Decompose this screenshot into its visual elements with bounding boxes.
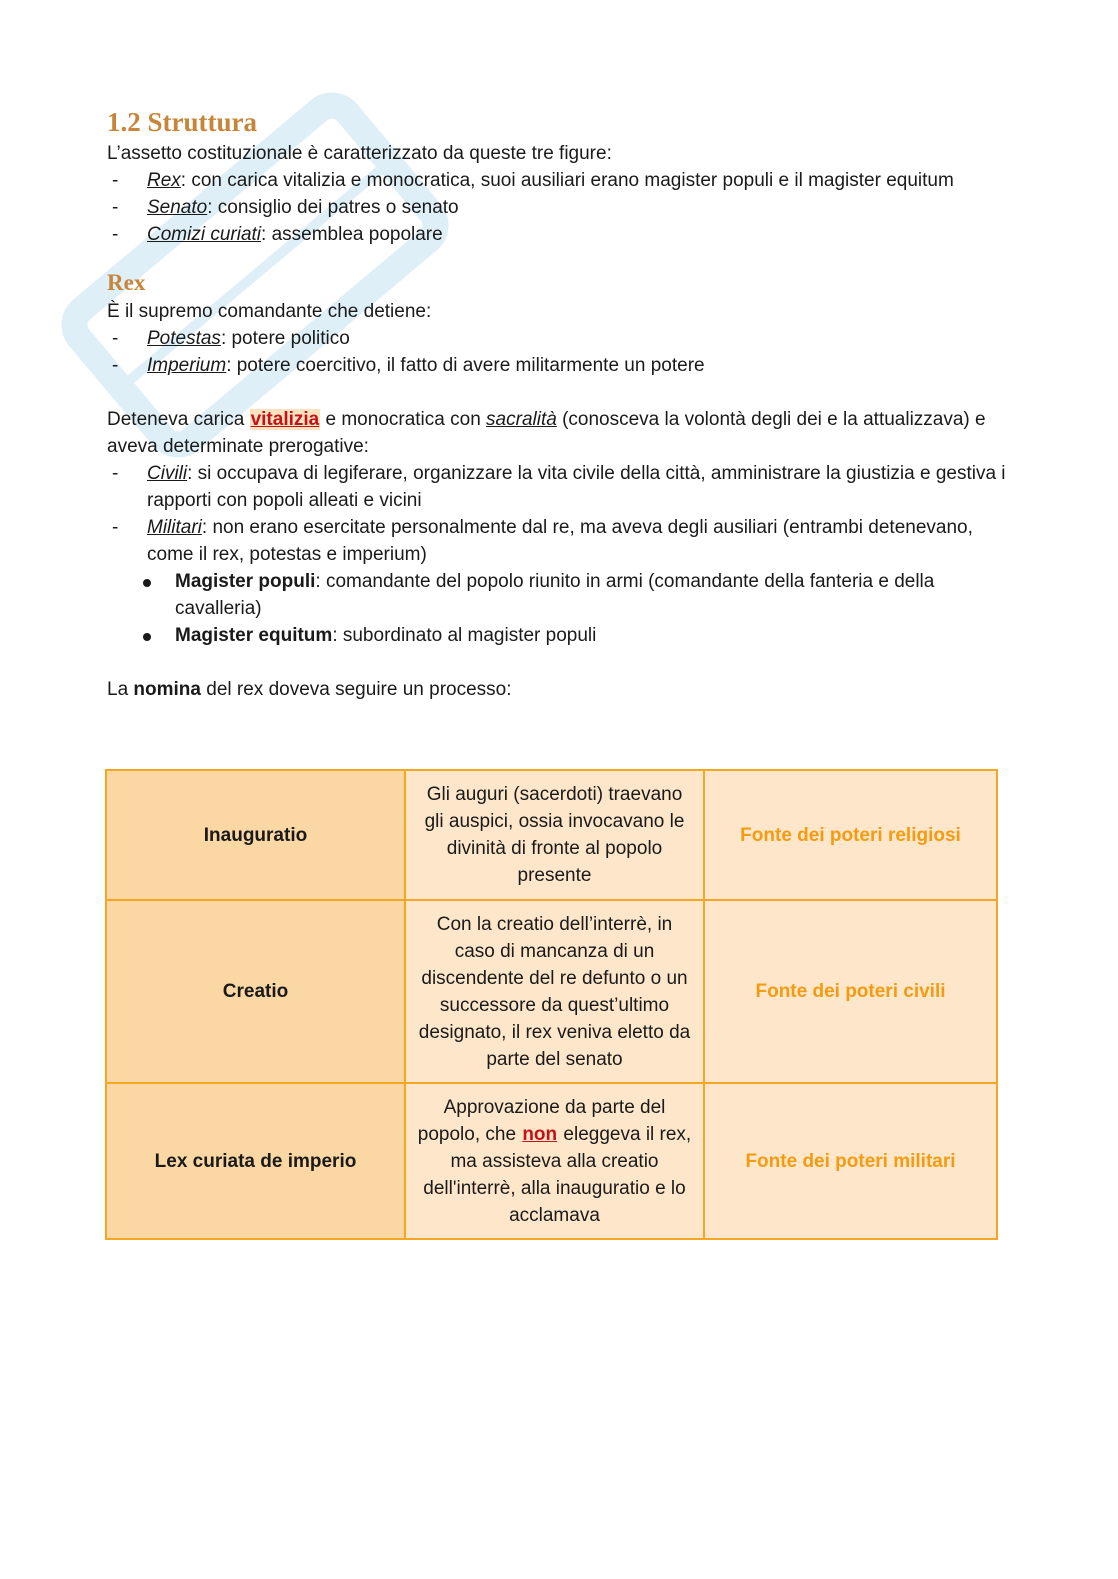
- item-text: : subordinato al magister populi: [332, 625, 597, 646]
- list-item: [107, 325, 1012, 352]
- item-text: : non erano esercitate personalmente dal re, ma aveva degli ausiliari (entrambi detenevano, come il rex, potestas e imperium): [147, 517, 973, 565]
- prerogatives-list: [107, 460, 1012, 568]
- nomina-bold: nomina: [133, 679, 201, 700]
- term-bold: Magister equitum: [175, 625, 333, 646]
- step-cell: Creatio: [106, 900, 405, 1083]
- source-cell: Fonte dei poteri civili: [704, 900, 997, 1083]
- item-text: : si occupava di legiferare, organizzare la vita civile della città, amministrare la giustizia e gestiva i rapporti con popoli alleati e vicini: [147, 463, 1006, 511]
- auxiliaries-list: [107, 568, 1012, 649]
- term: Comizi curiati: [147, 224, 262, 245]
- item-text: : potere politico: [220, 328, 350, 349]
- highlight-non: non: [522, 1123, 558, 1145]
- item-text: : assemblea popolare: [261, 224, 443, 245]
- process-table: [105, 769, 998, 1240]
- list-item: [107, 622, 1012, 649]
- document-body: [107, 104, 1012, 703]
- term: Rex: [147, 170, 181, 191]
- term: Senato: [147, 197, 208, 218]
- text-run: La: [107, 679, 134, 700]
- list-item: [107, 194, 1012, 221]
- source-cell: Fonte dei poteri militari: [704, 1083, 997, 1239]
- list-item: [107, 352, 1012, 379]
- item-text: : con carica vitalizia e monocratica, suoi ausiliari erano magister populi e il magister equitum: [180, 170, 954, 191]
- list-item: [107, 460, 1012, 514]
- desc-cell: Gli auguri (sacerdoti) traevano gli auspici, ossia invocavano le divinità di fronte al popolo presente: [405, 770, 704, 900]
- list-item: [107, 221, 1012, 248]
- term: sacralità: [486, 409, 557, 430]
- rex-heading: Rex: [107, 270, 146, 295]
- source-cell: Fonte dei poteri religiosi: [704, 770, 997, 900]
- table-row: [106, 1083, 997, 1239]
- section-title: 1.2 Struttura: [107, 107, 257, 137]
- intro-text: L’assetto costituzionale è caratterizzato da queste tre figure:: [107, 143, 612, 164]
- text-run: del rex doveva seguire un processo:: [200, 679, 512, 700]
- text-run: e monocratica con: [320, 409, 487, 430]
- text-run: Deteneva carica: [107, 409, 250, 430]
- table-row: [106, 900, 997, 1083]
- item-text: : potere coercitivo, il fatto di avere militarmente un potere: [226, 355, 705, 376]
- list-item: [107, 514, 1012, 568]
- term: Civili: [147, 463, 188, 484]
- figures-list: [107, 167, 1012, 248]
- term: Potestas: [147, 328, 221, 349]
- step-cell: Lex curiata de imperio: [106, 1083, 405, 1239]
- item-text: : consiglio dei patres o senato: [207, 197, 459, 218]
- nomina-paragraph: [107, 676, 1012, 703]
- text-run: Approvazione da parte del popolo, che: [417, 1096, 666, 1145]
- text-run: (conosceva la volontà degli dei e la attualizzava) e aveva determinate prerogative:: [107, 409, 986, 457]
- list-item: [107, 568, 1012, 622]
- prerogatives-paragraph: [107, 406, 1012, 460]
- table-row: [106, 770, 997, 900]
- term: Militari: [147, 517, 202, 538]
- desc-cell: [405, 1083, 704, 1239]
- list-item: [107, 167, 1012, 194]
- desc-cell: Con la creatio dell’interrè, in caso di mancanza di un discendente del re defunto o un successore da quest’ultimo designato, il rex veniva eletto da parte del senato: [405, 900, 704, 1083]
- text-run: eleggeva il rex, ma assisteva alla creatio dell'interrè, alla inauguratio e lo acclamava: [423, 1123, 692, 1226]
- term: Imperium: [147, 355, 227, 376]
- powers-list: [107, 325, 1012, 379]
- highlight-vitalizia: vitalizia: [250, 409, 320, 430]
- rex-intro: È il supremo comandante che detiene:: [107, 301, 432, 322]
- step-cell: Inauguratio: [106, 770, 405, 900]
- item-text: : comandante del popolo riunito in armi (comandante della fanteria e della cavalleria): [175, 571, 935, 619]
- term-bold: Magister populi: [175, 571, 316, 592]
